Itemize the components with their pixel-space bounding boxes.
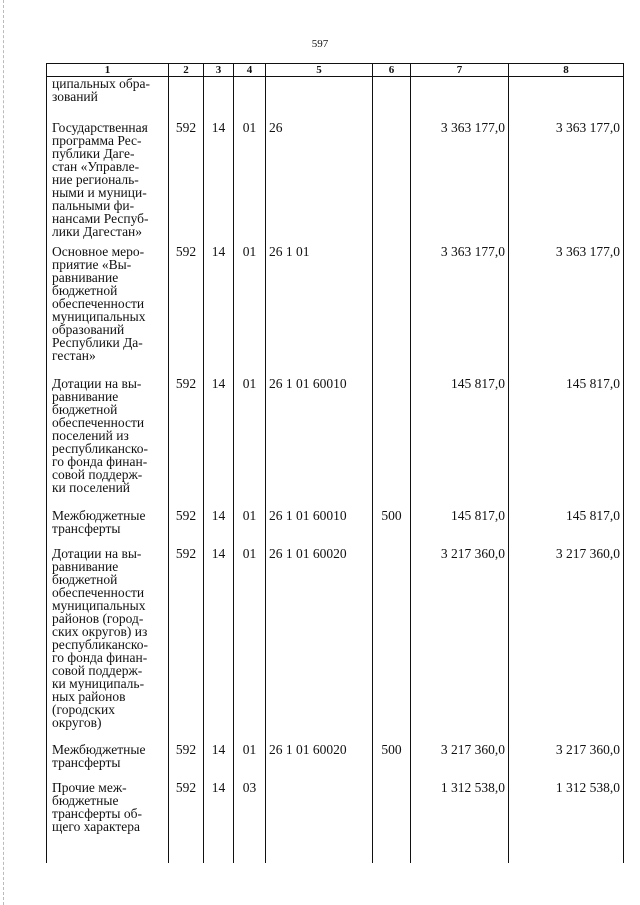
header-row (47, 64, 624, 77)
row-name-cell: ципальных обра- зований (47, 77, 169, 121)
amount-total-cell: 145 817,0 (509, 509, 624, 547)
amount-cell: 3 363 177,0 (411, 121, 509, 245)
target-article-cell (266, 781, 373, 863)
amount-total-cell: 3 217 360,0 (509, 743, 624, 781)
subsection-cell: 14 (204, 547, 234, 743)
table-row (47, 77, 624, 121)
row-name-cell: Дотации на вы- равнивание бюджетной обеспеченности поселений из республиканско- го фонда финан- совой поддерж- ки поселений (47, 377, 169, 509)
expense-type-cell (373, 781, 411, 863)
subsection-cell: 14 (204, 743, 234, 781)
target-article-cell: 26 (266, 121, 373, 245)
amount-total-cell: 3 363 177,0 (509, 245, 624, 377)
amount-cell (411, 77, 509, 121)
row-name-cell: Государственная программа Рес- публики Даге- стан «Управле- ние региональ- ными и муници- пальными фи- нансами Респуб- лики Дагестан» (47, 121, 169, 245)
row-name-cell: Межбюджетные трансферты (47, 509, 169, 547)
table-row (47, 743, 624, 781)
column-header: 5 (266, 64, 373, 77)
expense-type-cell (373, 77, 411, 121)
amount-cell: 145 817,0 (411, 377, 509, 509)
amount-cell: 3 217 360,0 (411, 547, 509, 743)
column-header: 4 (234, 64, 266, 77)
subsection-cell: 14 (204, 781, 234, 863)
subsection-cell: 14 (204, 121, 234, 245)
expense-type-cell (373, 377, 411, 509)
section-code-cell: 592 (169, 121, 204, 245)
table-row (47, 121, 624, 245)
column-header: 1 (47, 64, 169, 77)
subsection-code-cell: 01 (234, 509, 266, 547)
amount-total-cell: 3 217 360,0 (509, 547, 624, 743)
table-row (47, 377, 624, 509)
amount-total-cell: 145 817,0 (509, 377, 624, 509)
subsection-cell (204, 77, 234, 121)
subsection-code-cell: 01 (234, 377, 266, 509)
target-article-cell: 26 1 01 60010 (266, 377, 373, 509)
subsection-code-cell: 03 (234, 781, 266, 863)
target-article-cell: 26 1 01 60020 (266, 743, 373, 781)
subsection-cell: 14 (204, 377, 234, 509)
table-row (47, 245, 624, 377)
amount-cell: 3 363 177,0 (411, 245, 509, 377)
row-name-cell: Дотации на вы- равнивание бюджетной обеспеченности муниципальных районов (город- ских округов) из республиканско- го фонда финан- совой поддерж- ки муниципаль- ных районов (городских округов) (47, 547, 169, 743)
amount-cell: 3 217 360,0 (411, 743, 509, 781)
row-name-cell: Межбюджетные трансферты (47, 743, 169, 781)
subsection-code-cell: 01 (234, 121, 266, 245)
subsection-code-cell: 01 (234, 245, 266, 377)
expense-type-cell (373, 245, 411, 377)
amount-total-cell (509, 77, 624, 121)
section-code-cell: 592 (169, 743, 204, 781)
section-code-cell: 592 (169, 781, 204, 863)
column-header: 2 (169, 64, 204, 77)
subsection-code-cell: 01 (234, 743, 266, 781)
page-edge-mark (3, 0, 5, 905)
section-code-cell: 592 (169, 547, 204, 743)
subsection-code-cell: 01 (234, 547, 266, 743)
expense-type-cell: 500 (373, 509, 411, 547)
section-code-cell: 592 (169, 245, 204, 377)
subsection-cell: 14 (204, 509, 234, 547)
section-code-cell: 592 (169, 509, 204, 547)
target-article-cell: 26 1 01 60020 (266, 547, 373, 743)
row-name-cell: Основное меро- приятие «Вы- равнивание бюджетной обеспеченности муниципальных образований Республики Да- гестан» (47, 245, 169, 377)
column-header: 8 (509, 64, 624, 77)
subsection-code-cell (234, 77, 266, 121)
section-code-cell: 592 (169, 377, 204, 509)
target-article-cell: 26 1 01 (266, 245, 373, 377)
section-code-cell (169, 77, 204, 121)
subsection-cell: 14 (204, 245, 234, 377)
target-article-cell: 26 1 01 60010 (266, 509, 373, 547)
amount-total-cell: 1 312 538,0 (509, 781, 624, 863)
page-number: 597 (311, 38, 329, 50)
budget-table (46, 63, 624, 863)
column-header: 6 (373, 64, 411, 77)
expense-type-cell: 500 (373, 743, 411, 781)
expense-type-cell (373, 121, 411, 245)
column-header: 7 (411, 64, 509, 77)
row-name-cell: Прочие меж- бюджетные трансферты об- щего характера (47, 781, 169, 863)
expense-type-cell (373, 547, 411, 743)
amount-total-cell: 3 363 177,0 (509, 121, 624, 245)
table-row (47, 509, 624, 547)
column-header: 3 (204, 64, 234, 77)
table-row (47, 781, 624, 863)
table-row (47, 547, 624, 743)
amount-cell: 145 817,0 (411, 509, 509, 547)
amount-cell: 1 312 538,0 (411, 781, 509, 863)
target-article-cell (266, 77, 373, 121)
